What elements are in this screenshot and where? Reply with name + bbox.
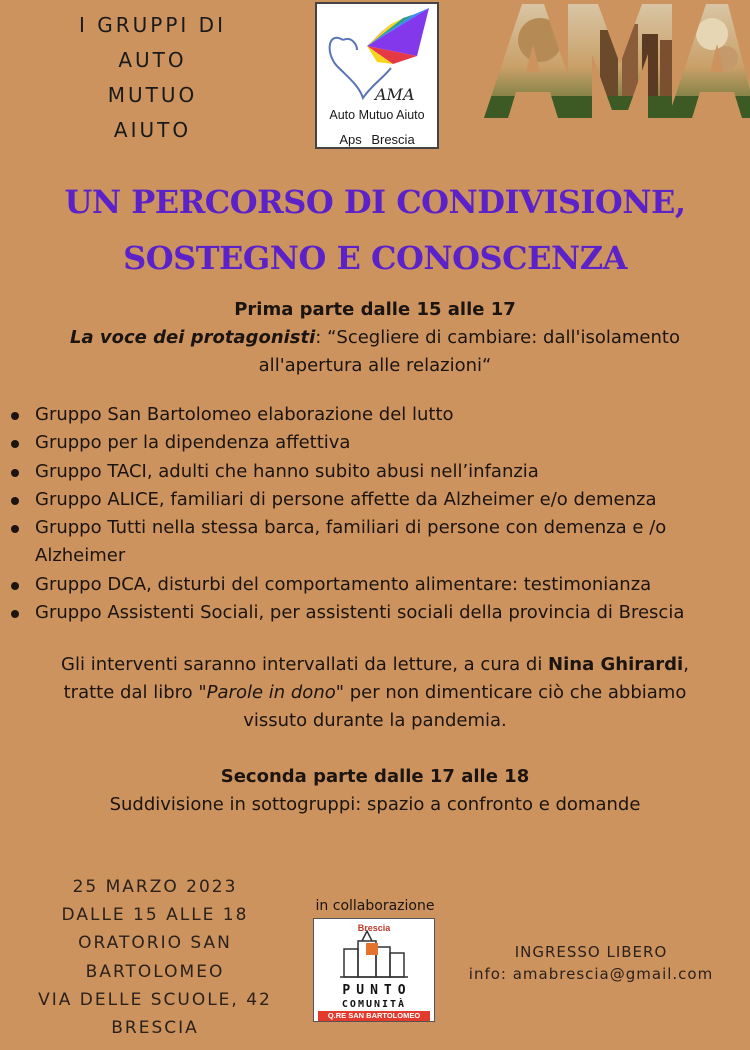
group-text: Gruppo San Bartolomeo elaborazione del lutto: [35, 404, 454, 425]
readings-text: ,: [683, 654, 689, 675]
part1-heading: Prima parte dalle 15 alle 17: [234, 299, 516, 320]
group-text-cont: Alzheimer: [35, 545, 126, 567]
headline: [0, 174, 750, 286]
group-text: Gruppo DCA, disturbi del comportamento alimentare: testimonianza: [35, 573, 652, 595]
ama-photo-collage: [480, 0, 750, 122]
headline-line: UN PERCORSO DI CONDIVISIONE,: [64, 183, 686, 221]
headline-line: SOSTEGNO E CONOSCENZA: [123, 239, 627, 277]
event-venue: ORATORIO SAN: [78, 933, 232, 954]
event-date: 25 MARZO 2023: [72, 877, 238, 897]
readings-line: [0, 651, 750, 679]
list-item: [8, 401, 750, 429]
list-item: [8, 429, 750, 457]
header-title-line: AUTO: [118, 48, 187, 72]
group-text: Gruppo Assistenti Sociali, per assistenti sociali della provincia di Brescia: [35, 602, 685, 624]
group-text: Gruppo Tutti nella stessa barca, familiari di persone con demenza e /o: [35, 517, 667, 539]
ama-logo: [315, 2, 439, 149]
logo-name: Auto Mutuo Aiuto: [329, 108, 425, 122]
event-venue: BARTOLOMEO: [85, 961, 225, 982]
readings-line: [0, 679, 750, 707]
header-title-line: AIUTO: [113, 118, 192, 142]
part2: [0, 763, 750, 819]
punto-comunita-logo: [313, 918, 435, 1022]
part1-intro: [0, 296, 750, 380]
book-title: Parole in dono: [206, 682, 336, 703]
part2-heading: Seconda parte dalle 17 alle 18: [220, 766, 530, 787]
readings-note: [0, 651, 750, 735]
partner-word2: COMUNITÀ: [341, 999, 407, 1010]
kite-heart-icon: [317, 4, 437, 147]
part1-subtitle-text: : “Scegliere di cambiare: dall'isolamento: [315, 327, 680, 348]
group-text: Gruppo TACI, adulti che hanno subito abusi nell’infanzia: [35, 460, 539, 482]
group-text: Gruppo ALICE, familiari di persone affette da Alzheimer e/o demenza: [35, 488, 657, 510]
entry-info: [438, 941, 744, 985]
contact-email: info: amabrescia@gmail.com: [468, 965, 714, 983]
part1-subtitle-label: La voce dei protagonisti: [70, 327, 316, 348]
header-title: [40, 8, 265, 148]
event-city: BRESCIA: [111, 1018, 199, 1039]
list-item: [8, 514, 750, 571]
header-title-line: I GRUPPI DI: [79, 13, 226, 37]
part1-subtitle: [0, 324, 750, 352]
part2-text: Suddivisione in sottogruppi: spazio a confronto e domande: [109, 794, 641, 815]
collab-label: in collaborazione: [315, 898, 435, 914]
readings-text: " per non dimenticare ciò che abbiamo: [335, 682, 687, 703]
readings-line: vissuto durante la pandemia.: [243, 710, 507, 731]
partner-city: Brescia: [357, 923, 391, 933]
list-item: [8, 458, 750, 486]
part1-subtitle-line2: all'apertura alle relazioni“: [258, 355, 492, 376]
partner-band: Q.RE SAN BARTOLOMEO: [318, 1011, 430, 1021]
group-text: Gruppo per la dipendenza affettiva: [35, 432, 351, 454]
list-item: [8, 571, 750, 599]
event-time: DALLE 15 ALLE 18: [61, 905, 249, 926]
header-title-line: MUTUO: [107, 83, 198, 107]
readings-text: tratte dal libro ": [63, 682, 207, 703]
list-item: [8, 486, 750, 514]
partner-word1: PUNTO: [342, 983, 412, 998]
reader-name: Nina Ghirardi: [548, 654, 684, 675]
group-list: [8, 401, 750, 627]
logo-script: AMA: [375, 85, 415, 104]
event-address: VIA DELLE SCUOLE, 42: [38, 989, 272, 1010]
logo-subname: Aps Brescia: [339, 132, 415, 147]
event-details: [0, 873, 310, 1042]
entry-label: INGRESSO LIBERO: [514, 943, 668, 961]
readings-text: Gli interventi saranno intervallati da letture, a cura di: [61, 654, 549, 675]
list-item: [8, 599, 750, 627]
